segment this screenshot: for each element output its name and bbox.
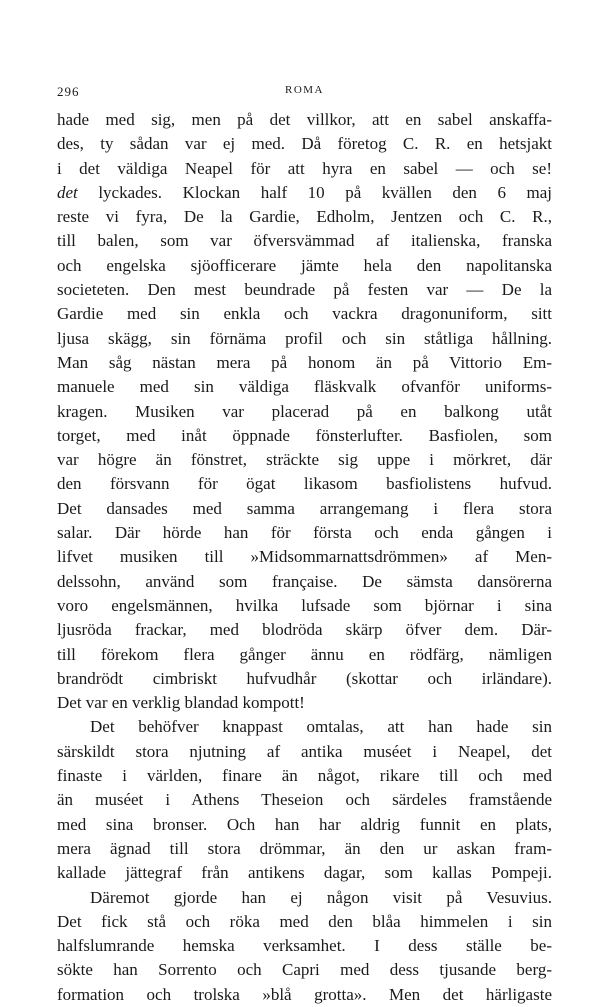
text-line: [57, 521, 552, 545]
text-line: [57, 594, 552, 618]
text-line: [57, 667, 552, 691]
text-line: [57, 764, 552, 788]
text-line: [57, 132, 552, 156]
text-line-content: med sina bronser. Och han har aldrig funnit en plats,: [57, 814, 552, 834]
text-line-content: societeten. Den mest beundrade på festen var — De la: [57, 280, 552, 300]
text-line: [57, 934, 552, 958]
text-line-content: var högre än fönstret, sträckte sig uppe i mörkret, där: [57, 450, 552, 470]
text-line-content: den försvann för ögat likasom basfiolistens hufvud.: [57, 474, 552, 494]
text-line-content: Det dansades med samma arrangemang i flera stora: [57, 498, 552, 518]
text-line: [57, 910, 552, 934]
text-line-content: ljusa skägg, sin förnäma profil och sin ståtliga hållning.: [57, 328, 552, 348]
text-line-content: hade med sig, men på det villkor, att en sabel anskaffa-: [57, 110, 552, 129]
text-line-content: Däremot gjorde han ej någon visit på Vesuvius.: [90, 887, 552, 907]
text-line-content: manuele med sin väldiga fläskvalk ofvanför uniforms-: [57, 377, 552, 397]
text-line: [57, 327, 552, 351]
text-line: [57, 618, 552, 642]
text-line: [57, 740, 552, 764]
text-line-content: voro engelsmännen, hvilka lufsade som björnar i sina: [57, 595, 552, 615]
text-line-content: särskildt stora njutning af antika muséet i Neapel, det: [57, 741, 552, 761]
text-line: [57, 108, 552, 132]
text-line-content: Man såg nästan mera på honom än på Vittorio Em-: [57, 352, 552, 372]
text-line-content: än muséet i Athens Theseion och särdeles framstående: [57, 790, 552, 810]
running-title: ROMA: [284, 84, 324, 96]
text-line: [57, 545, 552, 569]
text-line-content: och engelska sjöofficerare jämte hela den napolitanska: [57, 255, 552, 275]
text-line-content: halfslumrande hemska verksamhet. I dess ställe be-: [57, 936, 552, 956]
text-line-content: ljusröda frackar, med blodröda skärp öfver dem. Där-: [57, 620, 552, 640]
text-line-content: i det väldiga Neapel för att hyra en sabel — och se!: [57, 158, 552, 178]
text-line-content: brandrödt cimbriskt hufvudhår (skottar och irländare).: [57, 668, 552, 688]
text-line: [57, 229, 552, 253]
text-line: [57, 375, 552, 399]
text-line: [57, 813, 552, 837]
text-line: [57, 497, 552, 521]
text-line: [57, 691, 552, 715]
text-line: [57, 424, 552, 448]
text-line-content: torget, med inåt öppnade fönsterlufter. Basfiolen, som: [57, 425, 552, 445]
text-line: [57, 983, 552, 1007]
text-line-content: finaste i världen, finare än något, rikare till och med: [57, 766, 552, 786]
text-line-content: Det var en verklig blandad kompott!: [57, 693, 305, 713]
text-line: [57, 157, 552, 181]
text-line: [57, 448, 552, 472]
text-line: [57, 400, 552, 424]
text-line-content: till balen, som var öfversvämmad af italienska, franska: [57, 231, 552, 251]
page-number: 296: [57, 84, 80, 99]
text-line: [57, 715, 552, 739]
text-line: [57, 643, 552, 667]
italic-word: det: [57, 182, 78, 202]
running-head: [57, 84, 552, 102]
text-line: [57, 837, 552, 861]
text-line: [57, 861, 552, 885]
text-line-content: kallade jättegraf från antikens dagar, som kallas Pompeji.: [57, 863, 552, 883]
text-line-content: salar. Där hörde han för första och enda gången i: [57, 523, 552, 543]
text-line-content: sökte han Sorrento och Capri med dess tjusande berg-: [57, 960, 552, 980]
text-line-content: mera ägnad till stora drömmar, än den ur askan fram-: [57, 838, 552, 858]
body-text: [57, 108, 552, 1007]
text-line: [57, 181, 552, 205]
text-line: [57, 205, 552, 229]
text-line: [57, 254, 552, 278]
text-line: [57, 302, 552, 326]
text-line-content: des, ty sådan var ej med. Då företog C. R. en hetsjakt: [57, 134, 552, 154]
text-line-content: lyckades. Klockan half 10 på kvällen den 6 maj: [77, 182, 552, 202]
text-line-content: till förekom flera gånger ännu en rödfärg, nämligen: [57, 644, 552, 664]
text-line-content: reste vi fyra, De la Gardie, Edholm, Jentzen och C. R.,: [57, 207, 552, 227]
text-line: [57, 472, 552, 496]
text-line-content: kragen. Musiken var placerad på en balkong utåt: [57, 401, 552, 421]
text-line-content: delssohn, använd som française. De sämsta dansörerna: [57, 571, 552, 591]
text-line: [57, 788, 552, 812]
text-line-content: Gardie med sin enkla och vackra dragonuniform, sitt: [57, 304, 552, 324]
text-line: [57, 278, 552, 302]
text-line-content: formation och trolska »blå grotta». Men det härligaste: [57, 984, 552, 1004]
text-line: [57, 958, 552, 982]
text-line: [57, 570, 552, 594]
text-line-content: Det fick stå och röka med den blåa himmelen i sin: [57, 911, 552, 931]
text-line-content: Det behöfver knappast omtalas, att han hade sin: [90, 717, 552, 737]
text-line-content: lifvet musiken till »Midsommarnattsdrömmen» af Men-: [57, 547, 552, 567]
text-line: [57, 351, 552, 375]
text-line: [57, 886, 552, 910]
